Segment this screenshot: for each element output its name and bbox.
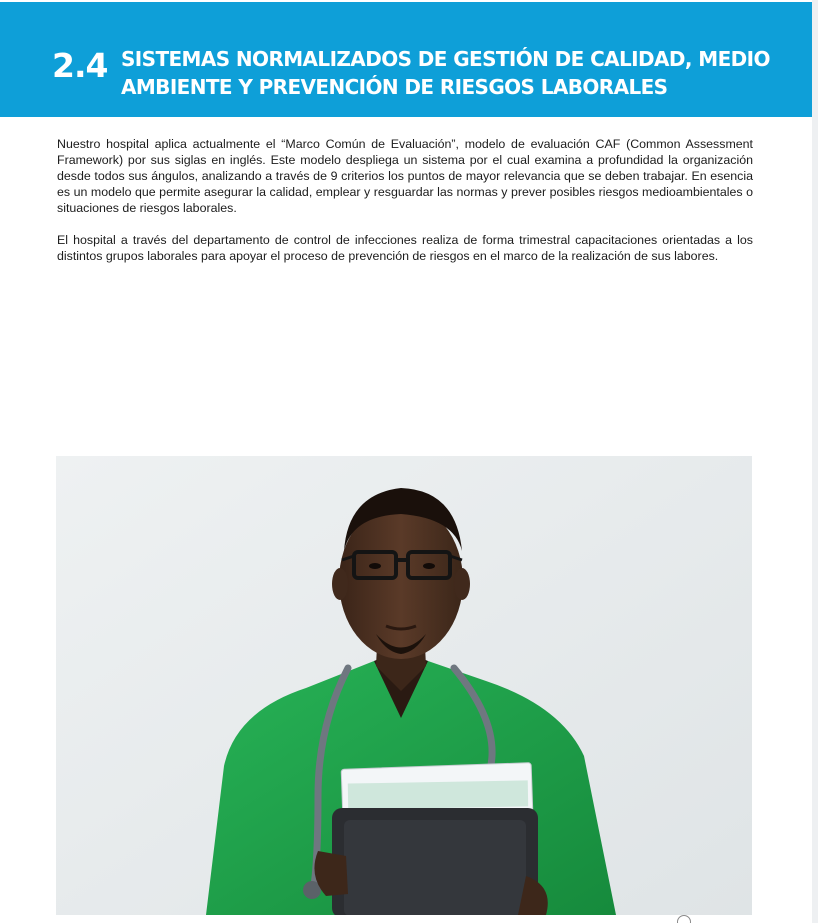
body-paragraph-training: El hospital a través del departamento de control de infecciones realiza de forma trimestral capacitaciones orientadas a los distintos grupos laborales para apoyar el proceso de prevención de riesgos en el marco de la realización de sus labores. <box>57 233 753 263</box>
ear-left <box>332 568 348 600</box>
section-title: SISTEMAS NORMALIZADOS DE GESTIÓN DE CALIDAD, MEDIO AMBIENTE Y PREVENCIÓN DE RIESGOS LABORALES <box>121 47 770 99</box>
section-number: 2.4 <box>52 46 108 85</box>
page-corner-mark <box>677 915 691 923</box>
photo-illustration <box>56 456 752 915</box>
ear-right <box>454 568 470 600</box>
healthcare-worker-photo <box>56 456 752 915</box>
section-header-banner <box>0 2 812 117</box>
page-edge <box>812 0 818 923</box>
body-paragraph-caf: Nuestro hospital aplica actualmente el “Marco Común de Evaluación”, modelo de evaluación CAF (Common Assessment Framework) por sus siglas en inglés. Este modelo despliega un sistema por el cual examina a profundidad la organización desde todos sus ángulos, analizando a través de 9 criterios los puntos de mayor relevancia que se deben trabajar. En esencia es un modelo que permite asegurar la calidad, emplear y resguardar las normas y prever posibles riesgos medioambientales o situaciones de riesgos laborales. <box>57 137 753 215</box>
